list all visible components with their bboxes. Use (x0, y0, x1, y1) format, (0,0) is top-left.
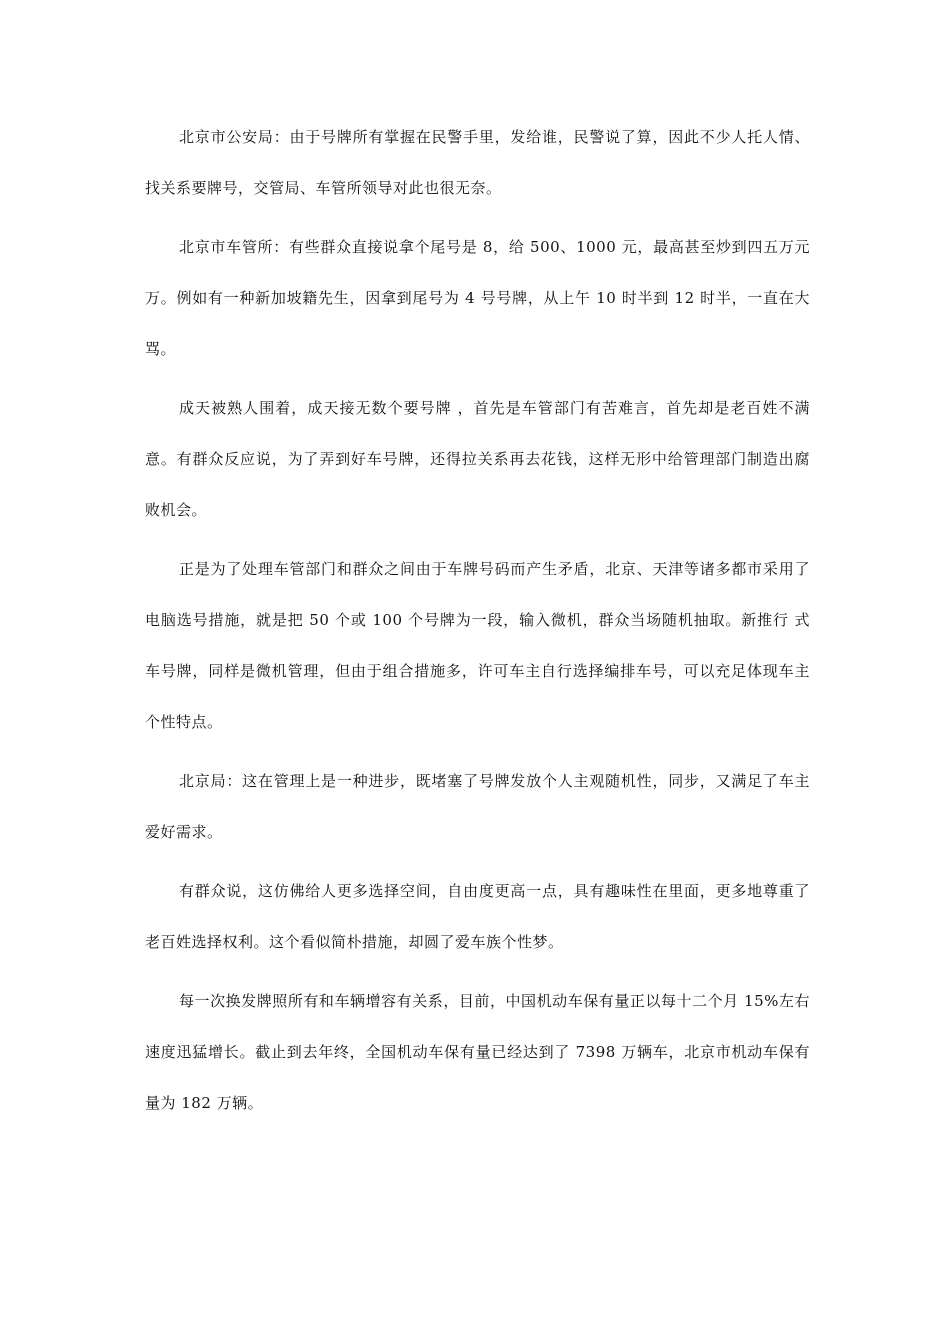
paragraph-6: 有群众说，这仿佛给人更多选择空间，自由度更高一点，具有趣味性在里面，更多地尊重了老百姓选择权利。这个看似简朴措施，却圆了爱车族个性梦。 (145, 882, 810, 951)
paragraph-3: 成天被熟人围着，成天接无数个要号牌 ，首先是车管部门有苦难言，首先却是老百姓不满意。有群众反应说，为了弄到好车号牌，还得拉关系再去花钱，这样无形中给管理部门制造出腐败机会。 (145, 399, 810, 519)
paragraph-2: 北京市车管所：有些群众直接说拿个尾号是 8，给 500、1000 元，最高甚至炒到四五万元万。例如有一种新加坡籍先生，因拿到尾号为 4 号号牌，从上午 10 时半到 12 时半，一直在大骂。 (145, 238, 810, 358)
document-body (145, 112, 810, 1137)
paragraph-7: 每一次换发牌照所有和车辆增容有关系，目前，中国机动车保有量正以每十二个月 15%左右速度迅猛增长。截止到去年终，全国机动车保有量已经达到了 7398 万辆车，北京市机动车保有量为 182 万辆。 (145, 992, 810, 1112)
paragraph-1: 北京市公安局：由于号牌所有掌握在民警手里，发给谁，民警说了算，因此不少人托人情、找关系要牌号，交管局、车管所领导对此也很无奈。 (145, 128, 810, 197)
paragraph-4: 正是为了处理车管部门和群众之间由于车牌号码而产生矛盾，北京、天津等诸多都市采用了电脑选号措施，就是把 50 个或 100 个号牌为一段，输入微机，群众当场随机抽取。新推行 式车号牌，同样是微机管理，但由于组合措施多，许可车主自行选择编排车号，可以充足体现车主个性特点。 (145, 560, 810, 731)
paragraph-5: 北京局：这在管理上是一种进步，既堵塞了号牌发放个人主观随机性，同步，又满足了车主爱好需求。 (145, 772, 810, 841)
